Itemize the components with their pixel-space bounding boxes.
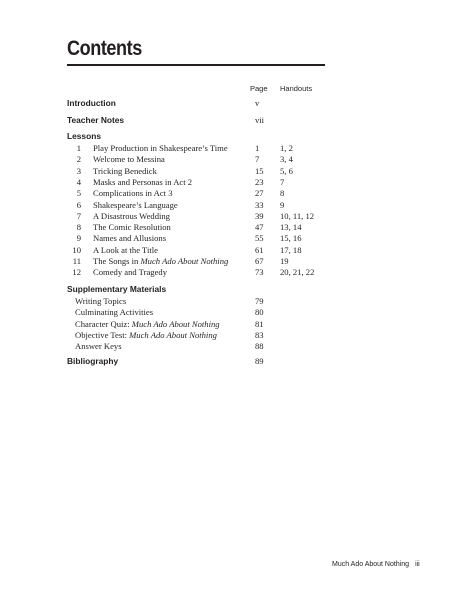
supplementary-row	[0, 319, 460, 330]
lesson-page: 67	[255, 256, 264, 266]
lesson-page: 1	[255, 143, 260, 153]
lesson-number: 10	[72, 244, 81, 255]
lesson-title: The Comic Resolution	[93, 222, 171, 233]
lesson-row	[0, 200, 460, 211]
lesson-row	[0, 267, 460, 278]
footer-book-title: Much Ado About Nothing	[332, 561, 410, 568]
lesson-handouts: 1, 2	[280, 143, 293, 153]
lesson-handouts: 20, 21, 22	[280, 267, 315, 278]
lesson-title: Tricking Benedick	[93, 165, 157, 176]
lesson-number: 3	[76, 165, 81, 176]
supplementary-row	[0, 307, 460, 318]
supplementary-page: 80	[255, 307, 264, 318]
lesson-row	[0, 154, 460, 165]
lesson-page: 15	[255, 165, 264, 176]
lesson-title: Masks and Personas in Act 2	[93, 176, 193, 187]
lesson-row	[0, 222, 460, 233]
lesson-number: 7	[76, 210, 81, 221]
supplementary-row	[0, 330, 460, 341]
lesson-number: 6	[76, 199, 81, 210]
lesson-number: 11	[72, 256, 81, 266]
supplementary-page: 83	[255, 329, 264, 340]
lesson-title: Play Production in Shakespeare’s Time	[93, 143, 228, 153]
lesson-row	[0, 166, 460, 177]
lesson-row	[0, 233, 460, 244]
page-title: Contents	[67, 37, 142, 60]
lesson-title: Comedy and Tragedy	[93, 267, 167, 278]
lesson-title: Names and Allusions	[93, 233, 167, 244]
lesson-number: 12	[72, 267, 81, 278]
bibliography-label: Bibliography	[67, 356, 119, 366]
supplementary-row	[0, 341, 460, 352]
supplementary-title: Objective Test: Much Ado About Nothing	[75, 329, 217, 340]
lesson-number: 9	[76, 233, 81, 244]
lesson-handouts: 9	[280, 199, 285, 210]
toc-entry-bibliography	[0, 356, 460, 367]
supplementary-page: 81	[255, 318, 264, 329]
handouts-column-header: Handouts	[280, 84, 313, 93]
teacher-notes-label: Teacher Notes	[67, 115, 125, 125]
toc-entry-teacher-notes	[0, 115, 460, 126]
supplementary-title: Answer Keys	[75, 341, 122, 352]
lesson-title: A Disastrous Wedding	[93, 210, 170, 221]
supplementary-row	[0, 296, 460, 307]
page-footer	[332, 561, 420, 568]
lesson-handouts: 19	[280, 256, 289, 266]
lesson-page: 73	[255, 267, 264, 278]
lesson-number: 5	[76, 188, 81, 199]
lessons-heading-row	[0, 131, 460, 142]
lesson-handouts: 10, 11, 12	[280, 210, 315, 221]
lesson-page: 47	[255, 222, 264, 233]
lesson-page: 39	[255, 210, 264, 221]
bibliography-page: 89	[255, 356, 264, 366]
lesson-handouts: 8	[280, 188, 285, 199]
supplementary-page: 88	[255, 341, 264, 352]
lessons-heading: Lessons	[67, 131, 101, 141]
lesson-row	[0, 177, 460, 188]
lesson-page: 55	[255, 233, 264, 244]
lesson-row	[0, 211, 460, 222]
lesson-handouts: 3, 4	[280, 154, 293, 165]
lesson-title-italic: Much Ado About Nothing	[140, 256, 229, 266]
lesson-handouts: 5, 6	[280, 165, 293, 176]
lesson-row	[0, 245, 460, 256]
introduction-label: Introduction	[67, 98, 116, 108]
supplementary-title: Character Quiz: Much Ado About Nothing	[75, 318, 220, 329]
lesson-page: 7	[255, 154, 260, 165]
lesson-page: 33	[255, 199, 264, 210]
toc-entry-introduction	[0, 98, 460, 109]
lesson-title: Complications in Act 3	[93, 188, 173, 199]
supplementary-title-italic: Much Ado About Nothing	[129, 329, 217, 340]
lesson-row	[0, 256, 460, 267]
page-column-header: Page	[250, 84, 268, 93]
lesson-row	[0, 188, 460, 199]
lesson-handouts: 7	[280, 176, 285, 187]
lesson-page: 27	[255, 188, 264, 199]
supplementary-heading-row	[0, 284, 460, 295]
supplementary-title-italic: Much Ado About Nothing	[131, 318, 220, 329]
lesson-handouts: 13, 14	[280, 222, 302, 233]
title-rule	[67, 64, 325, 66]
lesson-row	[0, 143, 460, 154]
supplementary-heading: Supplementary Materials	[67, 284, 167, 294]
lesson-page: 61	[255, 244, 264, 255]
lesson-number: 2	[76, 154, 81, 165]
supplementary-title: Culminating Activities	[75, 307, 154, 318]
supplementary-title: Writing Topics	[75, 296, 127, 306]
lesson-handouts: 17, 18	[280, 244, 302, 255]
footer-page-number: iii	[415, 561, 420, 568]
introduction-page: v	[255, 98, 260, 108]
lesson-title: A Look at the Title	[93, 244, 158, 255]
lesson-page: 23	[255, 176, 264, 187]
supplementary-page: 79	[255, 296, 264, 306]
lesson-number: 4	[76, 176, 81, 187]
lesson-title: The Songs in Much Ado About Nothing	[93, 256, 229, 266]
teacher-notes-page: vii	[255, 115, 265, 125]
lesson-handouts: 15, 16	[280, 233, 302, 244]
lesson-title: Welcome to Messina	[93, 154, 165, 165]
lesson-number: 1	[76, 143, 81, 153]
lesson-number: 8	[76, 222, 81, 233]
lesson-title: Shakespeare’s Language	[93, 199, 178, 210]
